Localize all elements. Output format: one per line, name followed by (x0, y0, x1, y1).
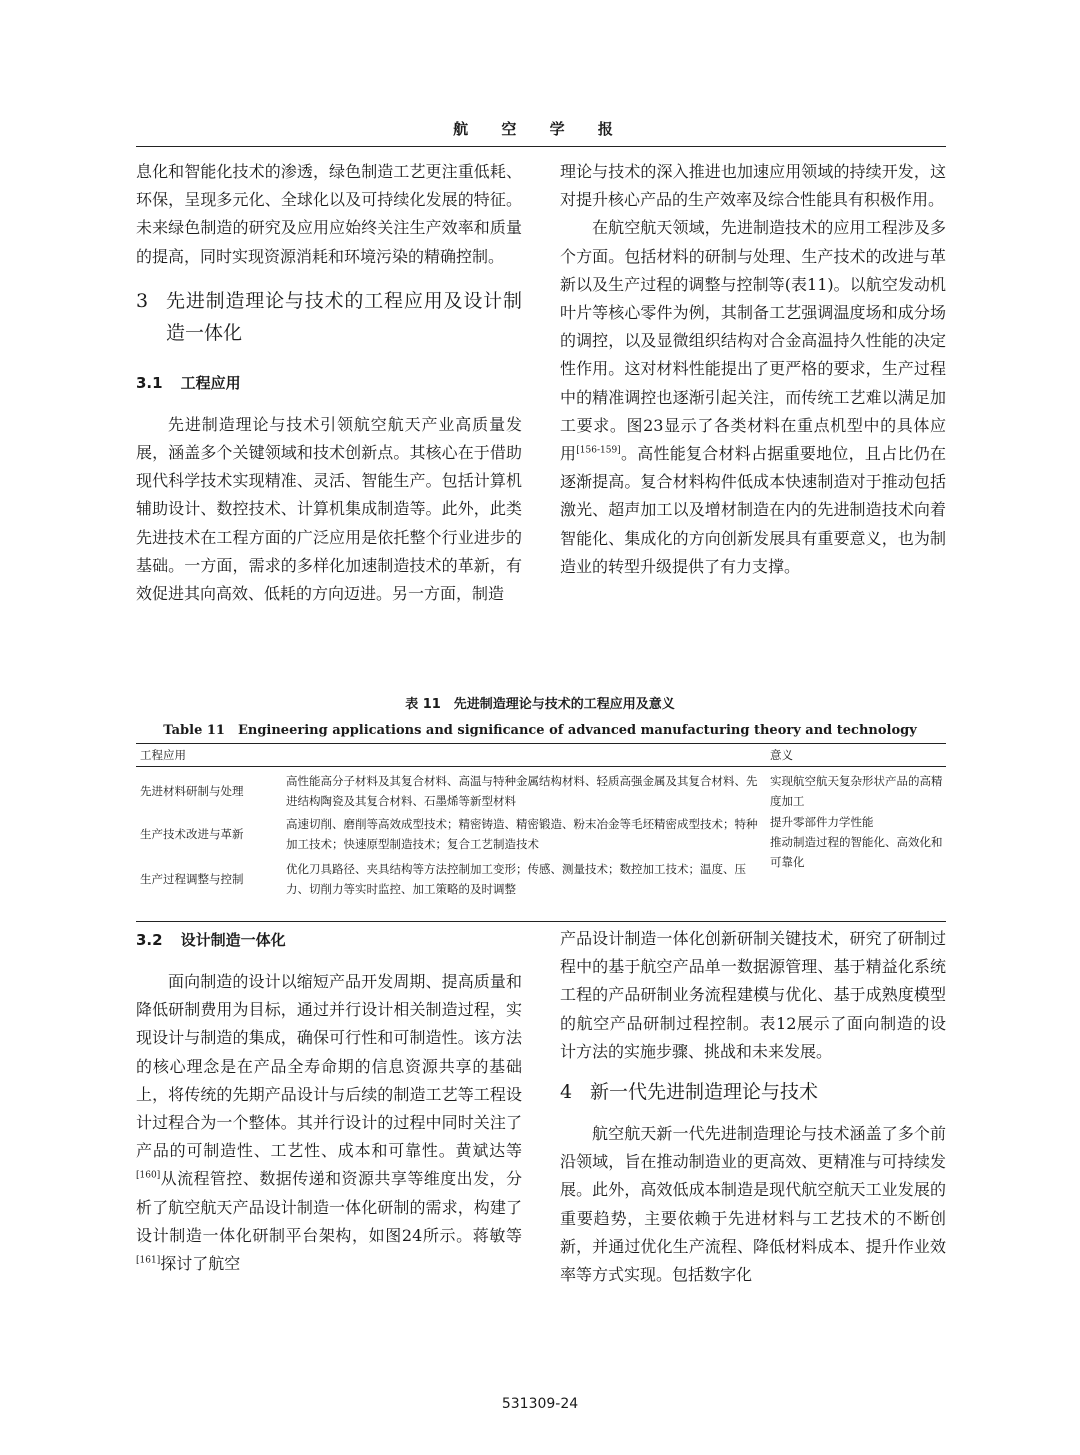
table-body (136, 767, 946, 921)
paragraph-text: 面向制造的设计以缩短产品开发周期、提高质量和降低研制费用为目标，通过并行设计相关制造过程，实现设计与制造的集成，确保可行性和可制造性。该方法的核心理念是在产品全寿命期的信息资源共享的基础上，将传统的先期产品设计与后续的制造工艺等工程设计过程合为一个整体。其并行设计的过程中同时关注了产品的可制造性、工艺性、成本和可靠性。黄斌达等 (136, 972, 522, 1161)
table-cell-significance: 提升零部件力学性能 (770, 815, 874, 829)
subsection-number: 3.1 (136, 373, 163, 392)
table-cell-application: 先进材料研制与处理 (140, 784, 244, 798)
col-header-application: 工程应用 (140, 748, 186, 762)
table-11 (136, 743, 946, 922)
journal-header-title: 航 空 学 报 (453, 120, 627, 138)
right-column-bottom (560, 925, 946, 1289)
page-number: 531309-24 (501, 1396, 579, 1412)
paragraph-text: 。高性能复合材料占据重要地位，且占比仍在逐渐提高。复合材料构件低成本快速制造对于推动包括激光、超声加工以及增材制造在内的先进制造技术向着智能化、集成化的方向创新发展具有重要意义，也为制造业的转型升级提供了有力支撑。 (560, 444, 946, 576)
subsection-number: 3.2 (136, 931, 163, 949)
table-cell-items: 高性能高分子材料及其复合材料、高温与特种金属结构材料、轻质高强金属及其复合材料、先进结构陶瓷及其复合材料、石墨烯等新型材料 (286, 774, 758, 808)
table-header-row (136, 744, 946, 767)
paragraph-text: 在航空航天领域，先进制造技术的应用工程涉及多个方面。包括材料的研制与处理、生产技术的改进与革新以及生产过程的调整与控制等(表11)。以航空发动机叶片等核心零件为例，其制备工艺强调温度场和成分场的调控，以及显微组织结构对合金高温持久性能的决定性作用。这对材料性能提出了更严格的要求，生产过程中的精准调控也逐渐引起关注，而传统工艺难以满足加工要求。图23显示了各类材料在重点机型中的具体应用 (560, 218, 946, 464)
section-number: 3 (136, 289, 149, 312)
citation-ref[interactable]: [161] (136, 1255, 161, 1266)
table-cell-significance: 推动制造过程的智能化、高效化和可靠化 (770, 835, 943, 869)
table-caption-en: Table 11 Engineering applications and significance of advanced manufacturing theory and technology (163, 723, 917, 738)
table-cell-items: 优化刀具路径、夹具结构等方法控制加工变形；传感、测量技术；数控加工技术；温度、压力、切削力等实时监控、加工策略的及时调整 (286, 862, 746, 896)
paragraph: 航空航天新一代先进制造理论与技术涵盖了多个前沿领域，旨在推动制造业的更高效、更精准与可持续发展。此外，高效低成本制造是现代航空航天工业发展的重要趋势，主要依赖于先进材料与工艺技术的不断创新，并通过优化生产流程、降低材料成本、提升作业效率等方式实现。包括数字化 (560, 1124, 946, 1285)
left-column-bottom (136, 920, 522, 1278)
table-cell-items: 高速切削、磨削等高效成型技术；精密铸造、精密锻造、粉末冶金等毛坯精密成型技术；特种加工技术；快速原型制造技术；复合工艺制造技术 (286, 817, 758, 851)
paragraph-text: 从流程管控、数据传递和资源共享等维度出发，分析了航空航天产品设计制造一体化研制的需求，构建了设计制造一体化研制平台架构，如图24所示。蒋敏等 (136, 1169, 522, 1245)
citation-ref[interactable]: [156-159] (576, 445, 621, 456)
right-column-top (560, 158, 946, 581)
paragraph: 理论与技术的深入推进也加速应用领域的持续开发，这对提升核心产品的生产效率及综合性能具有积极作用。 (560, 162, 946, 210)
paragraph (560, 214, 946, 581)
paragraph-text: 探讨了航空 (160, 1254, 241, 1274)
col-header-significance: 意义 (770, 748, 793, 762)
section-number: 4 (560, 1081, 573, 1104)
citation-ref[interactable]: [160] (136, 1171, 161, 1182)
header-rule (136, 146, 946, 147)
table-caption-cn: 表 11 先进制造理论与技术的工程应用及意义 (405, 697, 675, 712)
subsection-title: 设计制造一体化 (180, 931, 286, 949)
paragraph (136, 968, 522, 1278)
paragraph: 先进制造理论与技术引领航空航天产业高质量发展，涵盖多个关键领域和技术创新点。其核心在于借助现代科学技术实现精准、灵活、智能生产。包括计算机辅助设计、数控技术、计算机集成制造等。此外，此类先进技术在工程方面的广泛应用是依托整个行业进步的基础。一方面，需求的多样化加速制造技术的革新，有效促进其向高效、低耗的方向迈进。另一方面，制造 (136, 414, 522, 604)
section-3-2-heading (136, 926, 522, 954)
section-title: 先进制造理论与技术的工程应用及设计制造一体化 (166, 289, 522, 344)
section-title: 新一代先进制造理论与技术 (590, 1081, 819, 1104)
subsection-title: 工程应用 (180, 373, 241, 392)
table-cell-significance: 实现航空航天复杂形状产品的高精度加工 (770, 774, 943, 808)
paragraph: 产品设计制造一体化创新研制关键技术，研究了研制过程中的基于航空产品单一数据源管理、基于精益化系统工程的产品研制业务流程建模与优化、基于成熟度模型的航空产品研制过程控制。表12展示了面向制造的设计方法的实施步骤、挑战和未来发展。 (560, 929, 946, 1061)
section-4-heading (560, 1076, 946, 1108)
left-column-top (136, 158, 522, 608)
table-cell-application: 生产过程调整与控制 (140, 872, 244, 886)
section-3-heading (136, 285, 522, 349)
paragraph: 息化和智能化技术的渗透，绿色制造工艺更注重低耗、环保，呈现多元化、全球化以及可持续化发展的特征。未来绿色制造的研究及应用应始终关注生产效率和质量的提高，同时实现资源消耗和环境污染的精确控制。 (136, 162, 522, 266)
table-cell-application: 生产技术改进与革新 (140, 827, 244, 841)
section-3-1-heading (136, 369, 522, 397)
